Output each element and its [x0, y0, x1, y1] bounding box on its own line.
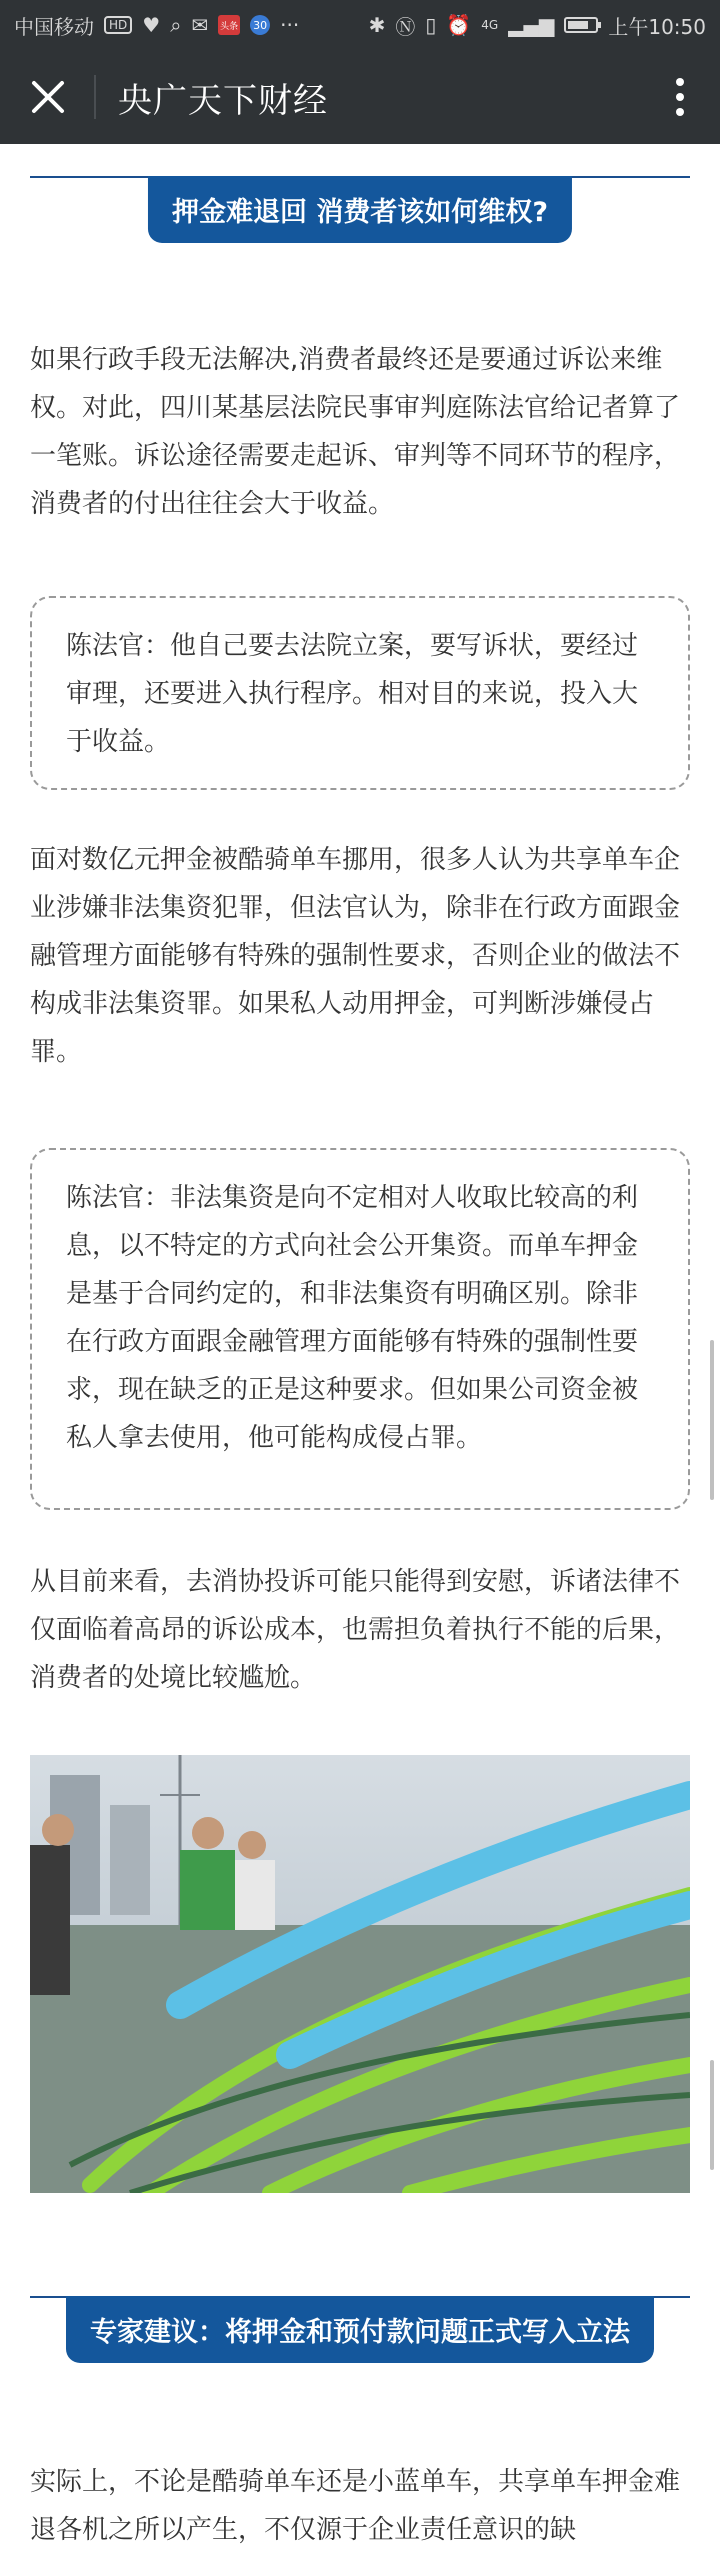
quote-text-1: 陈法官：他自己要去法院立案，要写诉状，要经过审理，还要进入执行程序。相对目的来说，投入大于收益。 — [66, 631, 639, 757]
battery-icon — [564, 17, 598, 33]
status-right — [369, 11, 706, 40]
nav-divider — [94, 75, 96, 119]
paragraph-4: 实际上，不论是酷骑单车还是小蓝单车，共享单车押金难退各机之所以产生，不仅源于企业责任意识的缺 — [30, 2467, 681, 2545]
news-badge: 头条 — [218, 15, 240, 35]
nfc-icon: Ⓝ — [395, 14, 416, 39]
scrollbar-thumb-2[interactable] — [710, 2060, 714, 2170]
hd-badge: HD — [104, 16, 132, 34]
paragraph-1: 如果行政手段无法解决,消费者最终还是要通过诉讼来维权。对此，四川某基层法院民事审判庭陈法官给记者算了一笔账。诉讼途径需要走起诉、审判等不同环节的程序，消费者的付出往往会大于收益。 — [30, 345, 681, 519]
more-notifications: ··· — [280, 13, 300, 37]
paragraph-3: 从目前来看，去消协投诉可能只能得到安慰，诉诸法律不仅面临着高昂的诉讼成本，也需担负着执行不能的后果，消费者的处境比较尴尬。 — [30, 1567, 681, 1693]
scrollbar-thumb[interactable] — [710, 1340, 714, 1500]
vibrate-icon: ▯ — [425, 13, 437, 37]
status-left — [14, 11, 299, 40]
page-title: 央广天下财经 — [118, 80, 328, 121]
quote-box-1 — [30, 596, 690, 790]
close-button[interactable] — [20, 69, 76, 125]
clock: 上午10:50 — [608, 14, 706, 39]
more-button[interactable] — [660, 69, 700, 125]
more-vertical-icon — [675, 77, 685, 117]
quote-box-2 — [30, 1148, 690, 1510]
heading-label: 专家建议：将押金和预付款问题正式写入立法 — [66, 2296, 654, 2363]
heading-label: 押金难退回 消费者该如何维权? — [148, 176, 572, 243]
status-bar — [0, 0, 720, 50]
paragraph-2: 面对数亿元押金被酷骑单车挪用，很多人认为共享单车企业涉嫌非法集资犯罪，但法官认为，除非在行政方面跟金融管理方面能够有特殊的强制性要求，否则企业的做法不构成非法集资罪。如果私人动用押金，可判断涉嫌侵占罪。 — [30, 845, 681, 1067]
alarm-icon: ⏰ — [446, 13, 472, 37]
network-label: 4G — [481, 18, 499, 32]
count-badge: 30 — [250, 15, 270, 35]
signal-icon: ▂▄▆ — [508, 13, 555, 37]
bike-photo-illustration — [30, 1755, 690, 2193]
article-photo[interactable] — [30, 1755, 690, 2193]
quote-text-2: 陈法官：非法集资是向不定相对人收取比较高的利息，以不特定的方式向社会公开集资。而单车押金是基于合同约定的，和非法集资有明确区别。除非在行政方面跟金融管理方面能够有特殊的强制性要求，现在缺乏的正是这种要求。但如果公司资金被私人拿去使用，他可能构成侵占罪。 — [66, 1183, 639, 1453]
heart-icon: ♥ — [142, 13, 161, 37]
bluetooth-icon: ✱ — [368, 13, 386, 37]
mail-icon: ✉ — [191, 13, 209, 37]
search-icon: ⌕ — [170, 13, 182, 37]
nav-bar — [0, 50, 720, 144]
carrier-label: 中国移动 — [14, 14, 94, 39]
close-icon — [31, 80, 65, 114]
